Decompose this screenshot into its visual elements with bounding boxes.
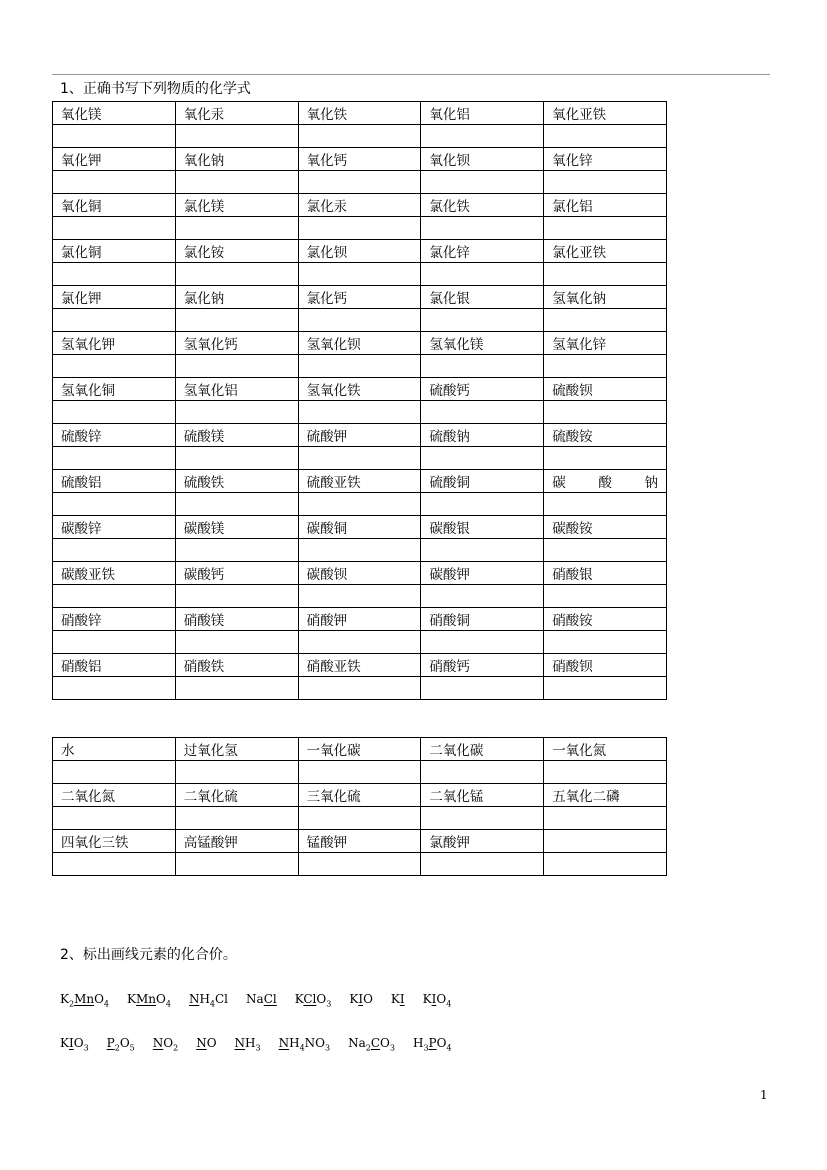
compound-name-cell: 氯化钠 [175,286,298,309]
chemical-formula: $KIO_4$ [422,992,452,1009]
answer-cell[interactable] [175,807,298,830]
answer-cell[interactable] [53,539,176,562]
compound-name-cell: 氯化钡 [298,240,421,263]
answer-row [53,853,667,876]
answer-cell[interactable] [544,493,667,516]
answer-cell[interactable] [53,125,176,148]
answer-cell[interactable] [544,677,667,700]
answer-cell[interactable] [421,309,544,332]
compound-name-cell: 氯化铝 [544,194,667,217]
compound-name-cell: 硝酸锌 [53,608,176,631]
compound-name-cell: 四氧化三铁 [53,830,176,853]
chemical-formula: KI [390,992,405,1006]
label-row [53,738,667,761]
compound-name-cell: 氢氧化钙 [175,332,298,355]
compound-name-cell: 硝酸铜 [421,608,544,631]
compound-name-cell: 氯化镁 [175,194,298,217]
answer-cell[interactable] [298,585,421,608]
compound-name-cell: 五氧化二磷 [544,784,667,807]
label-row [53,562,667,585]
label-row [53,332,667,355]
compound-name-cell: 氧化钾 [53,148,176,171]
answer-cell[interactable] [175,853,298,876]
answer-cell[interactable] [421,677,544,700]
answer-cell[interactable] [298,263,421,286]
compound-name-cell: 氢氧化铁 [298,378,421,401]
compound-name-cell: 碳酸钡 [298,562,421,585]
compound-name-cell: 硫酸钡 [544,378,667,401]
label-row [53,102,667,125]
answer-cell[interactable] [175,309,298,332]
compound-name-cell: 氯化亚铁 [544,240,667,263]
answer-row [53,677,667,700]
answer-row [53,171,667,194]
answer-cell[interactable] [421,853,544,876]
answer-cell[interactable] [53,355,176,378]
compound-name-cell: 硝酸银 [544,562,667,585]
compound-name-cell: 碳酸铵 [544,516,667,539]
answer-cell[interactable] [421,401,544,424]
compound-name-cell: 硫酸铵 [544,424,667,447]
chemical-formula: $NO_2$ [152,1036,179,1053]
answer-cell[interactable] [544,401,667,424]
compound-name-cell: 氧化钙 [298,148,421,171]
compound-name-cell: 硫酸铁 [175,470,298,493]
compound-name-cell: 氢氧化铝 [175,378,298,401]
label-row [53,608,667,631]
answer-cell[interactable] [298,631,421,654]
answer-cell[interactable] [298,761,421,784]
answer-cell[interactable] [298,171,421,194]
compound-name-cell: 碳酸铜 [298,516,421,539]
answer-cell[interactable] [544,585,667,608]
compound-name-cell: 氧化钡 [421,148,544,171]
answer-cell[interactable] [544,217,667,240]
answer-cell[interactable] [544,761,667,784]
answer-cell[interactable] [298,217,421,240]
compound-name-cell: 氧化铁 [298,102,421,125]
answer-cell[interactable] [53,493,176,516]
compound-name-cell: 氢氧化铜 [53,378,176,401]
compound-name-cell: 氯酸钾 [421,830,544,853]
compound-name-cell: 碳酸亚铁 [53,562,176,585]
answer-cell[interactable] [421,539,544,562]
compound-name-cell: 硫酸镁 [175,424,298,447]
answer-cell[interactable] [421,585,544,608]
answer-cell[interactable] [53,263,176,286]
answer-cell[interactable] [175,677,298,700]
chemical-formula: KMnO$_4$ [127,992,171,1009]
compound-name-cell: 碳酸镁 [175,516,298,539]
compound-name-cell: 碳酸银 [421,516,544,539]
answer-cell[interactable] [175,631,298,654]
compound-name-cell: 硝酸铵 [544,608,667,631]
answer-cell[interactable] [53,761,176,784]
compound-name-cell: 硝酸钡 [544,654,667,677]
answer-cell[interactable] [298,309,421,332]
compound-name-cell: 硫酸铜 [421,470,544,493]
answer-cell[interactable] [175,539,298,562]
answer-cell[interactable] [544,447,667,470]
compound-name-cell: 氯化铵 [175,240,298,263]
compound-name-cell: 氯化钙 [298,286,421,309]
answer-cell[interactable] [175,355,298,378]
top-rule [52,74,770,75]
label-row [53,286,667,309]
compound-name-cell: 氧化汞 [175,102,298,125]
compound-name-cell: 氧化亚铁 [544,102,667,125]
answer-row [53,125,667,148]
label-row [53,784,667,807]
compound-name-cell: 一氧化碳 [298,738,421,761]
compound-name-cell: 三氧化硫 [298,784,421,807]
compound-name-cell: 二氧化硫 [175,784,298,807]
answer-row [53,585,667,608]
answer-cell[interactable] [298,493,421,516]
chemical-formula: $P_2O_5$ [106,1036,135,1053]
answer-row [53,217,667,240]
compound-name-cell: 硝酸镁 [175,608,298,631]
answer-row [53,493,667,516]
label-row [53,194,667,217]
answer-cell[interactable] [421,631,544,654]
answer-cell[interactable] [298,125,421,148]
compound-name-cell: 氯化铁 [421,194,544,217]
compound-name-cell: 氯化银 [421,286,544,309]
compound-name-cell: 氢氧化镁 [421,332,544,355]
chemical-formula: KClO$_3$ [294,992,332,1009]
answer-cell[interactable] [53,447,176,470]
chemical-formula: $K_2MnO_4$ [60,992,110,1009]
compound-name-cell: 高锰酸钾 [175,830,298,853]
answer-cell[interactable] [421,493,544,516]
chemical-formula: $NH_3$ [234,1036,261,1053]
compound-name-cell: 硝酸亚铁 [298,654,421,677]
label-row [53,516,667,539]
answer-row [53,447,667,470]
question-2-title: 2、标出画线元素的化合价。 [60,947,237,963]
compound-name-cell: 氧化镁 [53,102,176,125]
compound-name-cell: 过氧化氢 [175,738,298,761]
compound-name-cell: 氯化锌 [421,240,544,263]
chemical-formula: $Na_2CO_3$ [348,1036,395,1053]
compound-name-cell: 碳酸钙 [175,562,298,585]
compound-name-cell: 水 [53,738,176,761]
compound-name-cell: 氢氧化钠 [544,286,667,309]
answer-row [53,263,667,286]
answer-cell[interactable] [544,171,667,194]
answer-cell[interactable] [421,761,544,784]
answer-cell[interactable] [175,125,298,148]
compound-name-cell: 二氧化碳 [421,738,544,761]
chemical-formula: $H_3PO_4$ [412,1036,452,1053]
answer-row [53,807,667,830]
answer-cell[interactable] [53,171,176,194]
compound-name-cell: 一氧化氮 [544,738,667,761]
label-row [53,424,667,447]
compound-name-cell: 氧化铜 [53,194,176,217]
compound-name-cell: 硝酸铁 [175,654,298,677]
compound-name-cell: 硫酸钙 [421,378,544,401]
answer-cell[interactable] [53,401,176,424]
compound-name-cell: 硝酸铝 [53,654,176,677]
formula-table-2 [52,737,667,876]
compound-name-cell: 氢氧化锌 [544,332,667,355]
chemical-formula: $NH_4NO_3$ [278,1036,331,1053]
valence-formula-line-1 [60,992,469,1008]
label-row [53,470,667,493]
valence-formula-line-2 [60,1036,470,1052]
compound-name-cell: 硝酸钾 [298,608,421,631]
answer-cell[interactable] [421,447,544,470]
answer-cell[interactable] [175,217,298,240]
answer-cell[interactable] [298,355,421,378]
chemical-formula: NaCl [246,992,277,1006]
compound-name-cell: 氯化钾 [53,286,176,309]
answer-cell[interactable] [421,807,544,830]
chemical-formula: KIO [349,992,373,1006]
compound-name-cell [544,830,667,853]
compound-name-cell: 硫酸钠 [421,424,544,447]
compound-name-cell: 硫酸锌 [53,424,176,447]
answer-row [53,355,667,378]
label-row [53,830,667,853]
compound-name-cell: 氧化铝 [421,102,544,125]
answer-cell[interactable] [53,631,176,654]
answer-row [53,761,667,784]
compound-name-cell: 硫酸钾 [298,424,421,447]
compound-name-cell: 氢氧化钡 [298,332,421,355]
compound-name-cell: 硝酸钙 [421,654,544,677]
question-1-title: 1、正确书写下列物质的化学式 [60,81,251,97]
answer-cell[interactable] [544,355,667,378]
answer-cell[interactable] [298,853,421,876]
answer-cell[interactable] [298,807,421,830]
answer-cell[interactable] [53,677,176,700]
answer-cell[interactable] [175,585,298,608]
answer-cell[interactable] [298,401,421,424]
answer-cell[interactable] [298,677,421,700]
label-row [53,654,667,677]
compound-name-cell: 硫酸亚铁 [298,470,421,493]
compound-name-cell: 氧化锌 [544,148,667,171]
answer-cell[interactable] [298,447,421,470]
label-row [53,148,667,171]
answer-cell[interactable] [175,401,298,424]
compound-name-cell: 二氧化氮 [53,784,176,807]
answer-row [53,631,667,654]
compound-name-cell: 氧化钠 [175,148,298,171]
compound-name-cell: 碳酸锌 [53,516,176,539]
answer-cell[interactable] [53,309,176,332]
answer-cell[interactable] [175,171,298,194]
answer-cell[interactable] [544,263,667,286]
answer-cell[interactable] [53,217,176,240]
compound-name-cell: 氯化汞 [298,194,421,217]
answer-cell[interactable] [544,539,667,562]
chemical-formula: $NH_4Cl$ [188,992,229,1009]
compound-name-cell: 硫酸铝 [53,470,176,493]
page-number: 1 [760,1088,768,1102]
answer-cell[interactable] [421,217,544,240]
chemical-formula: $KIO_3$ [60,1036,89,1053]
formula-table-1 [52,101,667,700]
answer-cell[interactable] [421,355,544,378]
answer-cell[interactable] [544,631,667,654]
answer-cell[interactable] [544,807,667,830]
answer-cell[interactable] [53,585,176,608]
answer-cell[interactable] [544,125,667,148]
answer-cell[interactable] [53,853,176,876]
answer-row [53,539,667,562]
answer-cell[interactable] [175,761,298,784]
compound-name-cell: 碳酸钾 [421,562,544,585]
compound-name-cell: 碳 酸 钠 [544,470,667,493]
answer-cell[interactable] [175,263,298,286]
answer-cell[interactable] [53,807,176,830]
answer-row [53,309,667,332]
answer-cell[interactable] [421,263,544,286]
answer-cell[interactable] [421,171,544,194]
answer-cell[interactable] [544,853,667,876]
compound-name-cell: 氢氧化钾 [53,332,176,355]
answer-cell[interactable] [175,493,298,516]
compound-name-cell: 锰酸钾 [298,830,421,853]
answer-cell[interactable] [421,125,544,148]
answer-cell[interactable] [175,447,298,470]
answer-row [53,401,667,424]
label-row [53,240,667,263]
answer-cell[interactable] [298,539,421,562]
compound-name-cell: 氯化铜 [53,240,176,263]
answer-cell[interactable] [544,309,667,332]
compound-name-cell: 二氧化锰 [421,784,544,807]
label-row [53,378,667,401]
chemical-formula: NO [196,1036,217,1050]
